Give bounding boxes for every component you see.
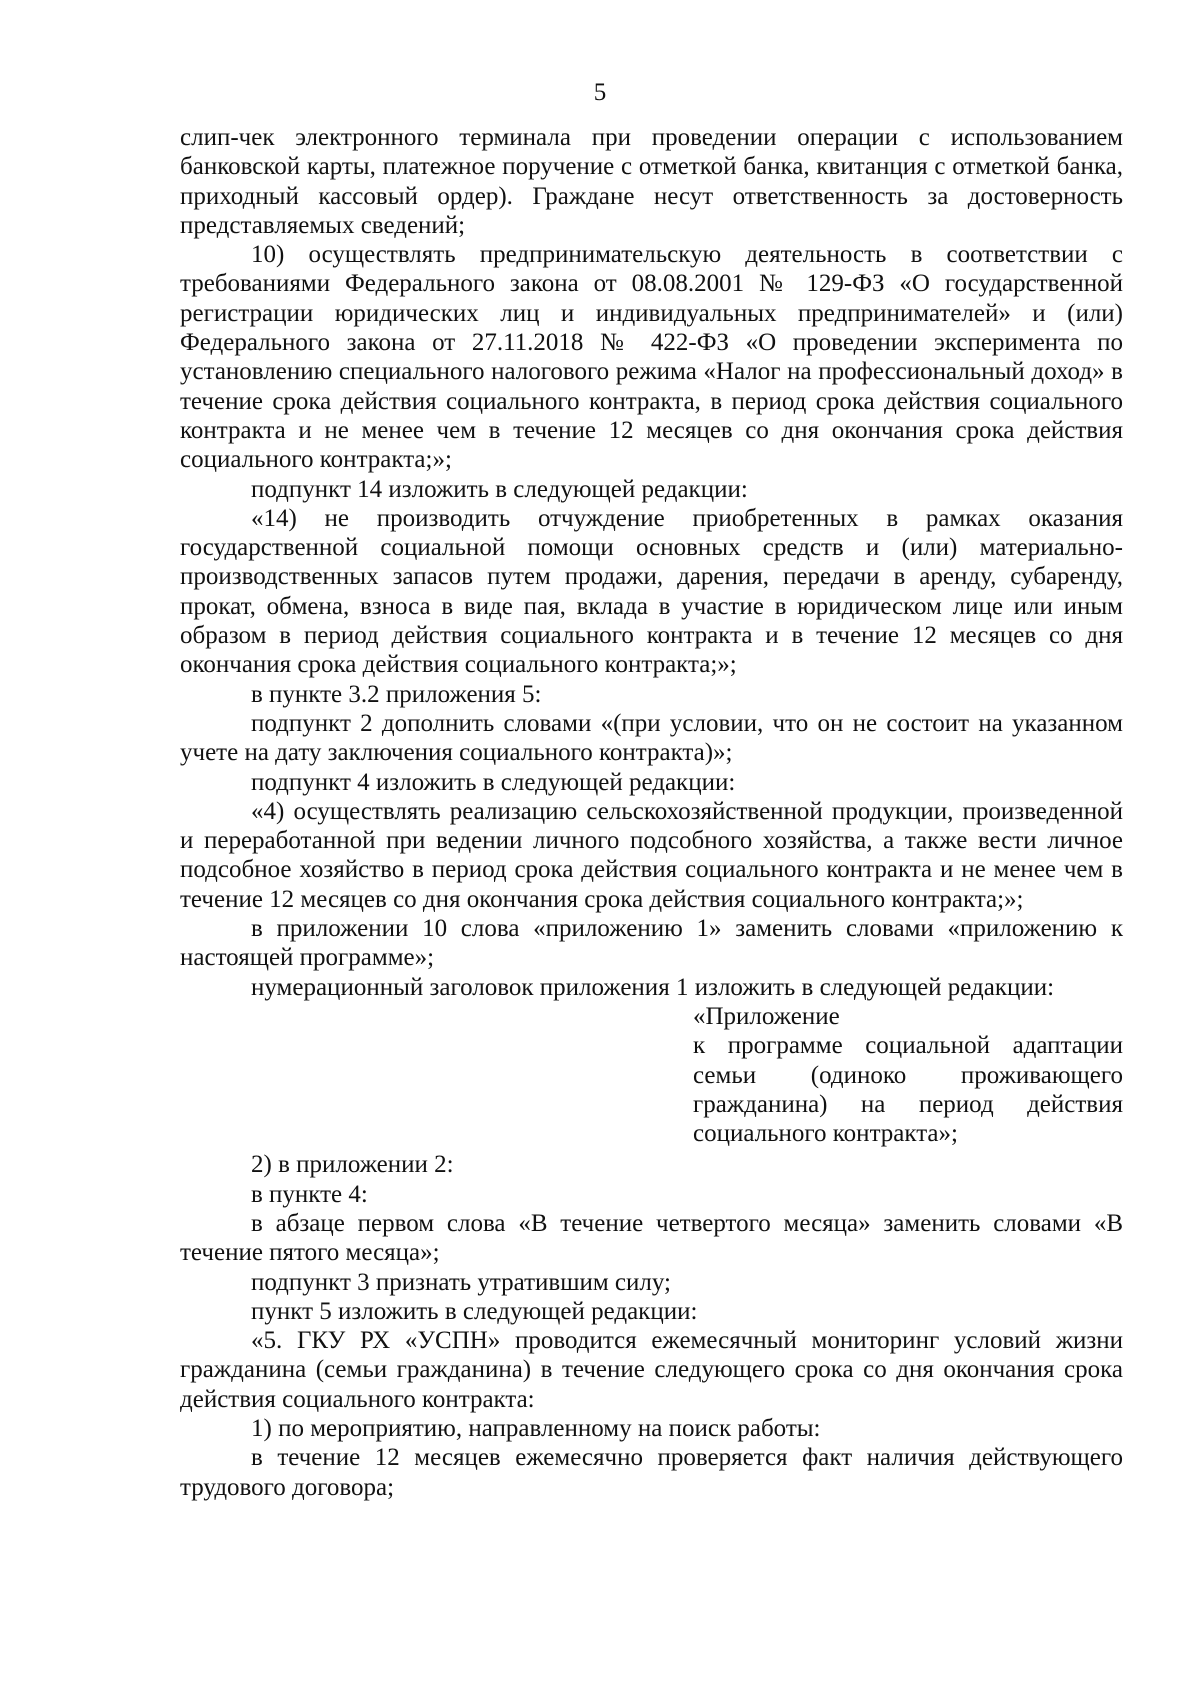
paragraph-point-3-2: в пункте 3.2 приложения 5: [251,680,542,708]
appendix-header-title: «Приложение [693,1002,840,1030]
paragraph-first-abzac: в абзаце первом слова «В течение четвертого месяца» заменить словами «В течение пятого месяца»; [180,1209,1123,1267]
paragraph-subpoint-14-intro: подпункт 14 изложить в следующей редакции: [251,475,748,503]
paragraph-point-5: «5. ГКУ РХ «УСПН» проводится ежемесячный мониторинг условий жизни гражданина (семьи гражданина) в течение следующего срока со дня окончания срока действия социального контракта: [180,1327,1123,1413]
appendix-header-caption: к программе социальной адаптации семьи (одиноко проживающего гражданина) на период действия социального контракта»; [693,1032,1123,1148]
paragraph-item-1-job-search: 1) по мероприятию, направленному на поиск работы: [251,1415,821,1443]
appendix-header-block [180,1002,1123,1148]
paragraph-item-14: «14) не производить отчуждение приобретенных в рамках оказания государственной социальной помощи основных средств и (или) материально-производственных запасов путем продажи, дарения, передачи в аренду, субаренду, прокат, обмена, взноса в виде пая, вклада в участие в юридическом лице или иным образом в период действия социального контракта и в течение 12 месяцев со дня окончания срока действия социального контракта;»; [180,504,1123,679]
page-number: 5 [593,79,607,106]
paragraph-item-10: 10) осуществлять предпринимательскую деятельность в соответствии с требованиями Федерального закона от 08.08.2001 № 129-ФЗ «О государственной регистрации юридических лиц и индивидуальных предпринимателей» и (или) Федерального закона от 27.11.2018 № 422-ФЗ «О проведении эксперимента по установлению специального налогового режима «Налог на профессиональный доход» в течение срока действия социального контракта, в период срока действия социального контракта и не менее чем в течение 12 месяцев со дня окончания срока действия социального контракта;»; [180,241,1123,474]
paragraph-appendix-1-header-intro: нумерационный заголовок приложения 1 изложить в следующей редакции: [251,973,1055,1001]
paragraph-subpoint-2: подпункт 2 дополнить словами «(при условии, что он не состоит на указанном учете на дату заключения социального контракта)»; [180,709,1123,767]
paragraph-point-5-intro: пункт 5 изложить в следующей редакции: [251,1297,698,1325]
paragraph-subpoint-3: подпункт 3 признать утратившим силу; [251,1268,671,1296]
paragraph-subpoint-4-intro: подпункт 4 изложить в следующей редакции: [251,768,736,796]
paragraph-appendix-10: в приложении 10 слова «приложению 1» заменить словами «приложению к настоящей программе»; [180,915,1123,972]
paragraph-appendix-2: 2) в приложении 2: [251,1151,454,1179]
paragraph-item-4: «4) осуществлять реализацию сельскохозяйственной продукции, произведенной и переработанной при ведении личного подсобного хозяйства, а также вести личное подсобное хозяйство в период срока действия социального контракта и не менее чем в течение 12 месяцев со дня окончания срока действия социального контракта;»; [180,797,1123,913]
document-body [180,123,1123,1502]
paragraph-continuation: слип-чек электронного терминала при проведении операции с использованием банковской карты, платежное поручение с отметкой банка, квитанция с отметкой банка, приходный кассовый ордер). Граждане несут ответственность за достоверность представляемых сведений; [180,124,1123,239]
paragraph-point-4: в пункте 4: [251,1180,368,1208]
paragraph-12-months-check: в течение 12 месяцев ежемесячно проверяется факт наличия действующего трудового договора; [180,1444,1123,1501]
